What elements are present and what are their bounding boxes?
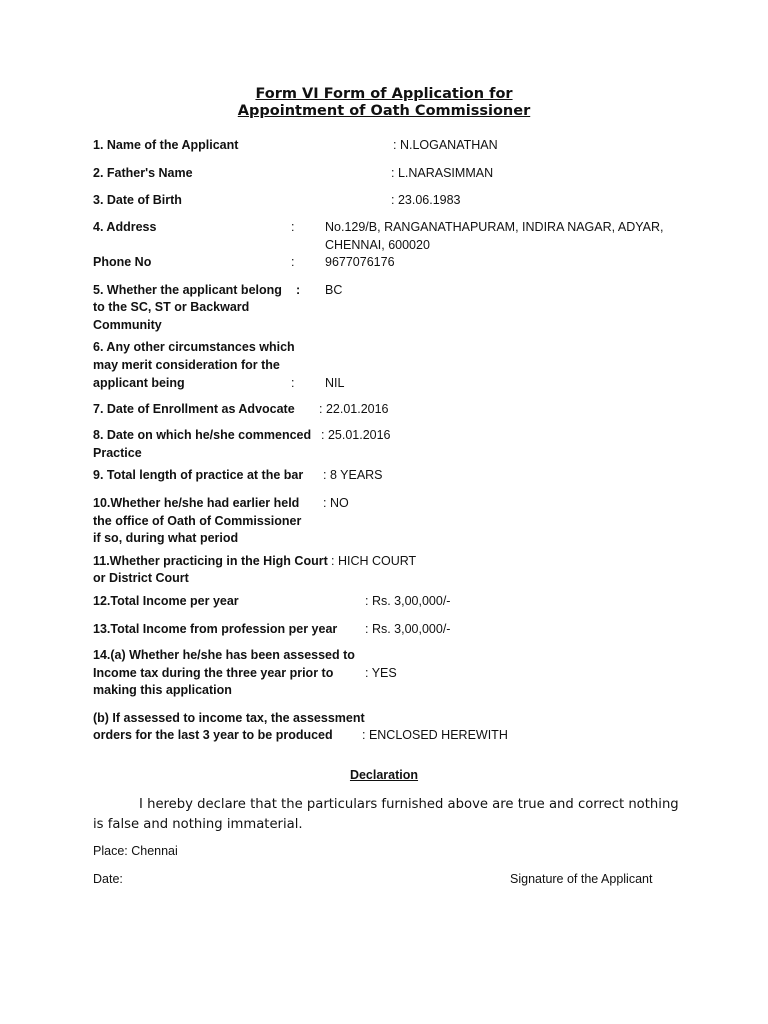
assessment-orders-label-line-1: (b) If assessed to income tax, the assessment: [93, 711, 365, 725]
dob-label: 3. Date of Birth: [93, 193, 182, 207]
commenced-value: : 25.01.2016: [321, 428, 391, 442]
community-label-line-1: 5. Whether the applicant belong: [93, 283, 282, 297]
practice-length-value: : 8 YEARS: [323, 468, 383, 482]
earlier-held-value: : NO: [323, 496, 349, 510]
enrollment-date-value: : 22.01.2016: [319, 402, 389, 416]
practicing-court-value: : HICH COURT: [331, 554, 417, 568]
form-title-line-1: Form VI Form of Application for: [255, 86, 513, 102]
assessed-label-line-1: 14.(a) Whether he/she has been assessed to: [93, 648, 355, 662]
earlier-held-label-line-3: if so, during what period: [93, 531, 239, 545]
dob-value: : 23.06.1983: [391, 193, 461, 207]
address-colon: :: [291, 220, 295, 234]
circumstances-value: NIL: [325, 376, 345, 390]
place-line: Place: Chennai: [93, 844, 178, 858]
form-title-line-2: Appointment of Oath Commissioner: [237, 103, 531, 119]
phone-value: 9677076176: [325, 255, 395, 269]
assessment-orders-label-line-2: orders for the last 3 year to be produced: [93, 728, 333, 742]
total-income-label: 12.Total Income per year: [93, 594, 239, 608]
community-label-line-3: Community: [93, 318, 162, 332]
practicing-court-label-line-1: 11.Whether practicing in the High Court: [93, 554, 328, 568]
practice-length-label: 9. Total length of practice at the bar: [93, 468, 304, 482]
community-value: BC: [325, 283, 343, 297]
phone-colon: :: [291, 255, 295, 269]
earlier-held-label-line-1: 10.Whether he/she had earlier held: [93, 496, 300, 510]
declaration-text: I hereby declare that the particulars furnished above are true and correct nothing is false and nothing immaterial.: [93, 797, 679, 832]
total-income-value: : Rs. 3,00,000/-: [365, 594, 451, 608]
address-value-line-2: CHENNAI, 600020: [325, 238, 430, 252]
enrollment-date-label: 7. Date of Enrollment as Advocate: [93, 402, 295, 416]
phone-label: Phone No: [93, 255, 152, 269]
profession-income-value: : Rs. 3,00,000/-: [365, 622, 451, 636]
assessed-label-line-2: Income tax during the three year prior to: [93, 666, 334, 680]
circumstances-label-line-1: 6. Any other circumstances which: [93, 340, 295, 354]
assessment-orders-value: : ENCLOSED HEREWITH: [362, 728, 508, 742]
date-line: Date:: [93, 872, 123, 886]
profession-income-label: 13.Total Income from profession per year: [93, 622, 338, 636]
commenced-label-line-1: 8. Date on which he/she commenced: [93, 428, 312, 442]
practicing-court-label-line-2: or District Court: [93, 571, 189, 585]
name-label: 1. Name of the Applicant: [93, 138, 239, 152]
signature-label: Signature of the Applicant: [510, 872, 653, 886]
declaration-paragraph: [93, 795, 683, 835]
circumstances-colon: :: [291, 376, 295, 390]
name-value: : N.LOGANATHAN: [393, 138, 498, 152]
father-name-value: : L.NARASIMMAN: [391, 166, 494, 180]
community-colon: :: [296, 283, 301, 297]
earlier-held-label-line-2: the office of Oath of Commissioner: [93, 514, 302, 528]
circumstances-label-line-3: applicant being: [93, 376, 185, 390]
father-name-label: 2. Father's Name: [93, 166, 193, 180]
assessed-label-line-3: making this application: [93, 683, 232, 697]
assessed-value: : YES: [365, 666, 397, 680]
commenced-label-line-2: Practice: [93, 446, 142, 460]
community-label-line-2: to the SC, ST or Backward: [93, 300, 250, 314]
address-label: 4. Address: [93, 220, 157, 234]
declaration-heading: Declaration: [349, 768, 419, 782]
address-value-line-1: No.129/B, RANGANATHAPURAM, INDIRA NAGAR, ADYAR,: [325, 220, 664, 234]
circumstances-label-line-2: may merit consideration for the: [93, 358, 280, 372]
